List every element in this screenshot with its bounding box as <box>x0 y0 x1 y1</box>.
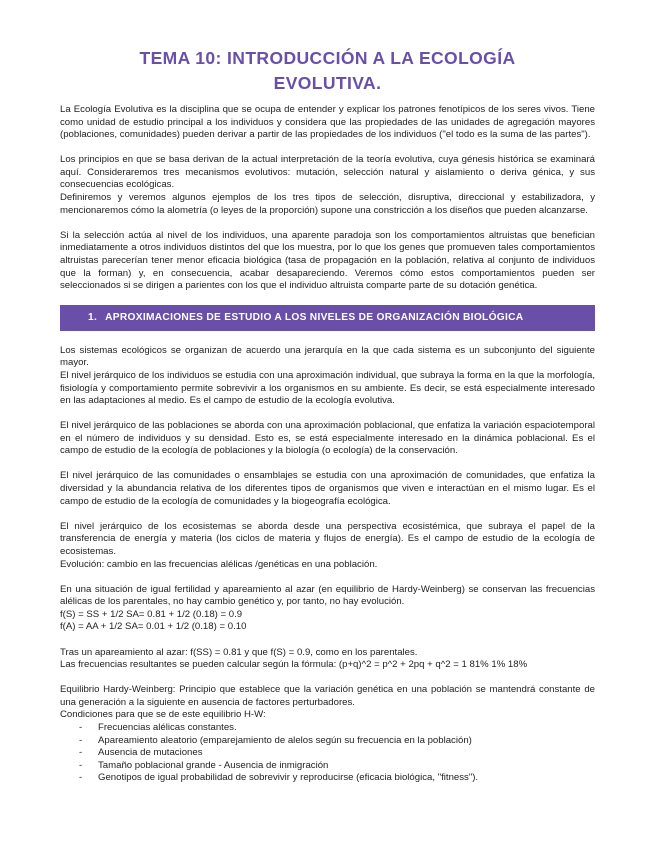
page-title <box>60 46 595 96</box>
body-paragraph-11: Las frecuencias resultantes se pueden calcular según la fórmula: (p+q)^2 = p^2 + 2pq + q^2 = 1 81% 1% 18% <box>60 659 528 671</box>
intro-paragraph-4: Si la selección actúa al nivel de los individuos, una aparente paradoja son los comportamientos altruistas que benefician inmediatamente a otros individuos distintos del que los muestra, por lo que los genes que promueven tales comportamientos altruistas parecerían tener menor eficacia biológica (tasa de propagación en la población, relativa al conjunto de individuos que la forman) y, en consecuencia, acabar desapareciendo. Veremos cómo estos comportamientos pueden ser seleccionados si se dirigen a parientes con los que el individuo altruista comparte parte de su dotación genética. <box>60 229 595 292</box>
list-item: - Tamaño poblacional grande - Ausencia de inmigración <box>79 759 329 771</box>
body-paragraph-2: El nivel jerárquico de los individuos se estudia con una aproximación individual, que subraya la forma en la que la morfología, fisiología y comportamiento permite sobrevivir a los organismos en su ambiente. Es decir, se está especialmente interesado en las adaptaciones al medio. Es el campo de estudio de la ecología evolutiva. <box>60 369 595 407</box>
evolution-definition: Evolución: cambio en las frecuencias alélicas /genéticas en una población. <box>60 558 378 570</box>
intro-paragraph-3: Definiremos y veremos algunos ejemplos de los tres tipos de selección, disruptiva, direccional y estabilizadora, y mencionaremos cómo la alometría (o leyes de la proporción) supone una constricción a los diseños que pueden alcanzarse. <box>60 192 595 216</box>
list-item: - Ausencia de mutaciones <box>79 747 203 759</box>
intro-paragraph-1: La Ecología Evolutiva es la disciplina que se ocupa de entender y explicar los patrones fenotípicos de los seres vivos. Tiene como unidad de estudio principal a los individuos y considera que las propiedades de las unidades de agregación mayores (poblaciones, comunidades) pueden derivar a partir de las propiedades de los individuos ("el todo es la suma de las partes"). <box>60 104 595 141</box>
body-paragraph-5: El nivel jerárquico de los ecosistemas se aborda desde una perspectiva ecosistémica, que subraya el papel de la transferencia de energía y materia (los ciclos de materia y flujos de energía). Es el campo de estudio de la ecología de ecosistemas. <box>60 520 595 557</box>
intro-paragraph-2: Los principios en que se basa derivan de la actual interpretación de la teoría evolutiva, cuya génesis histórica se examinará aquí. Consideraremos tres mecanismos evolutivos: mutación, selección natural y aislamiento o deriva génica, y sus consecuencias ecológicas. <box>60 154 595 191</box>
title-line-2: EVOLUTIVA. <box>273 73 382 93</box>
body-paragraph-4: El nivel jerárquico de las comunidades o ensamblajes se estudia con una aproximación de comunidades, que enfatiza la diversidad y la abundancia relativa de los diferentes tipos de organismos que viven e interactúan en el mismo lugar. Es el campo de estudio de la ecología de comunidades y la biogeografía ecológica. <box>60 470 595 507</box>
body-paragraph-7: En una situación de igual fertilidad y apareamiento al azar (en equilibrio de Hardy-Weinberg) se conservan las frecuencias alélicas de los parentales, no hay cambio genético y, por tanto, no hay evolución. <box>60 583 595 608</box>
body-paragraph-3: El nivel jerárquico de las poblaciones se aborda con una aproximación poblacional, que enfatiza la variación espaciotemporal en el número de individuos y su densidad. Esto es, se está especialmente interesado en la dinámica poblacional. Es el campo de estudio de la ecología de poblaciones y la biología (o ecología) de la conservación. <box>60 420 595 457</box>
conditions-intro: Condiciones para que se de este equilibrio H-W: <box>60 709 266 721</box>
formula-fa: f(A) = AA + 1/2 SA= 0.01 + 1/2 (0.18) = 0.10 <box>60 621 247 633</box>
section-heading-1 <box>60 305 595 331</box>
conditions-list <box>60 722 595 785</box>
hardy-weinberg-definition: Equilibrio Hardy-Weinberg: Principio que establece que la variación genética en una población se mantendrá constante de una generación a la siguiente en ausencia de factores perturbadores. <box>60 684 595 708</box>
section-heading-text: APROXIMACIONES DE ESTUDIO A LOS NIVELES DE ORGANIZACIÓN BIOLÓGICA <box>105 311 524 323</box>
title-line-1: TEMA 10: INTRODUCCIÓN A LA ECOLOGÍA <box>139 48 516 68</box>
formula-fs: f(S) = SS + 1/2 SA= 0.81 + 1/2 (0.18) = 0.9 <box>60 608 243 620</box>
body-paragraph-1: Los sistemas ecológicos se organizan de acuerdo una jerarquía en la que cada sistema es un subconjunto del siguiente mayor. <box>60 344 595 369</box>
list-item: - Frecuencias alélicas constantes. <box>79 721 237 733</box>
section-number: 1. <box>88 311 98 323</box>
body-paragraph-10: Tras un apareamiento al azar: f(SS) = 0.81 y que f(S) = 0.9, como en los parentales. <box>60 646 418 658</box>
list-item: - Genotipos de igual probabilidad de sobrevivir y reproducirse (eficacia biológica, "fitness"). <box>79 772 479 784</box>
list-item: - Apareamiento aleatorio (emparejamiento de alelos según su frecuencia en la población) <box>79 734 472 746</box>
